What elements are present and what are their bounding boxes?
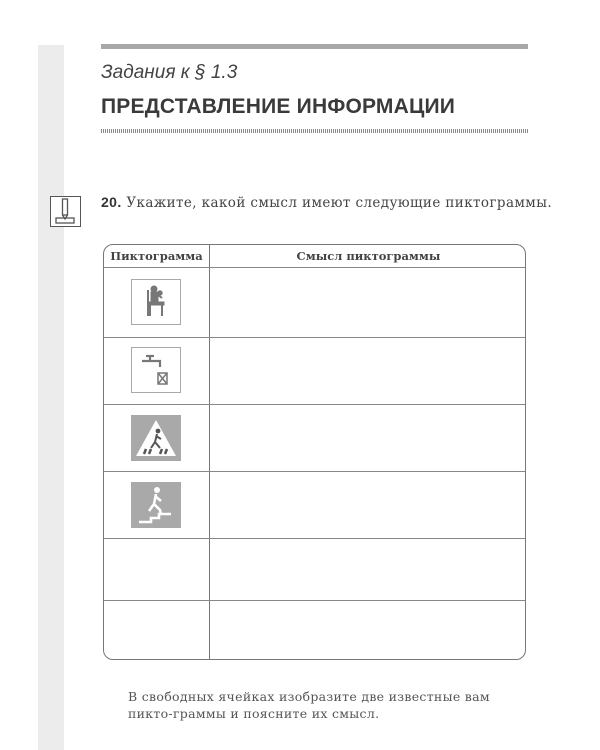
empty-pictogram-cell[interactable] bbox=[104, 601, 208, 659]
header-pictogram: Пиктограмма bbox=[110, 249, 203, 263]
non-drinking-water-tap-icon bbox=[131, 347, 181, 393]
underground-pedestrian-crossing-icon bbox=[131, 482, 181, 528]
task-number: 20. bbox=[101, 194, 122, 210]
footer-instruction: В свободных ячейках изобразите две известные вам пикто-граммы и поясните их смысл. bbox=[128, 689, 490, 721]
section-title: ПРЕДСТАВЛЕНИЕ ИНФОРМАЦИИ bbox=[101, 95, 456, 118]
meaning-cell[interactable] bbox=[211, 539, 525, 599]
empty-pictogram-cell[interactable] bbox=[104, 539, 208, 599]
page-margin-strip bbox=[38, 45, 64, 750]
mother-and-child-seat-icon bbox=[131, 279, 181, 325]
title-underline bbox=[101, 129, 528, 133]
meaning-cell[interactable] bbox=[211, 405, 525, 470]
section-subtitle: Задания к § 1.3 bbox=[101, 62, 238, 83]
header-meaning: Смысл пиктограммы bbox=[296, 249, 441, 263]
top-rule bbox=[101, 44, 528, 49]
meaning-cell[interactable] bbox=[211, 338, 525, 403]
pedestrian-crossing-sign-icon bbox=[131, 415, 181, 461]
meaning-cell[interactable] bbox=[211, 472, 525, 537]
column-divider bbox=[209, 245, 210, 659]
meaning-cell[interactable] bbox=[211, 601, 525, 659]
task-text: Укажите, какой смысл имеют следующие пиктограммы. bbox=[126, 195, 553, 211]
pencil-writing-icon bbox=[50, 196, 81, 227]
meaning-cell[interactable] bbox=[211, 268, 525, 336]
pictogram-table bbox=[103, 244, 526, 660]
task-20 bbox=[101, 194, 552, 211]
